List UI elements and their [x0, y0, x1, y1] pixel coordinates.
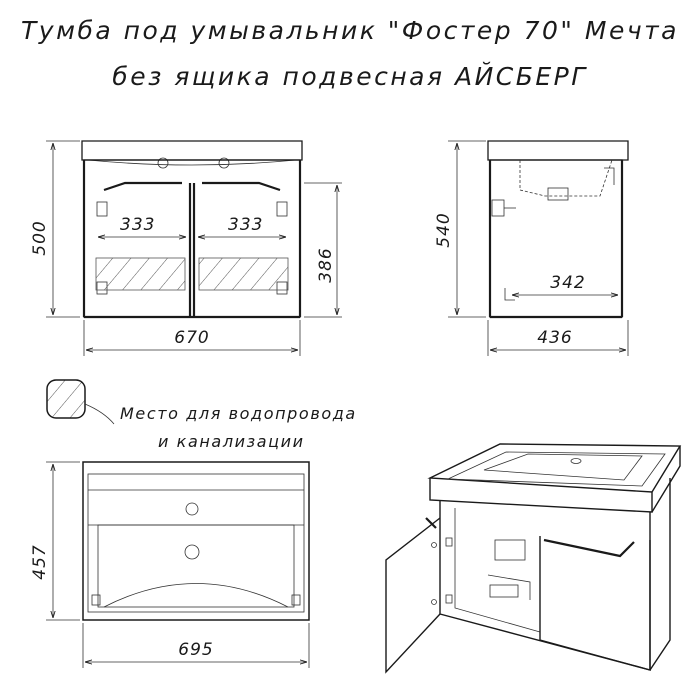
dim-top-depth: 457 [30, 544, 50, 580]
dim-front-width: 670 [174, 328, 210, 348]
dim-right-compartment: 333 [228, 215, 264, 235]
hatch-symbol-icon [47, 380, 85, 418]
dim-left-compartment: 333 [120, 215, 156, 235]
drawing-title-line1: Тумба под умывальник "Фостер 70" Мечта [21, 16, 679, 45]
dim-side-depth: 436 [537, 328, 573, 348]
side-view [434, 141, 628, 356]
dim-inner-depth: 342 [550, 273, 586, 293]
dim-top-width: 695 [178, 640, 214, 660]
drawing-title-line2: без ящика подвесная АЙСБЕРГ [112, 62, 588, 91]
dim-front-height: 500 [30, 220, 50, 256]
legend [47, 380, 357, 451]
dim-inner-height: 386 [316, 247, 336, 283]
front-view [30, 141, 342, 356]
dim-side-height: 540 [434, 212, 454, 248]
legend-line1: Место для водопровода [120, 404, 357, 423]
isometric-view [386, 444, 680, 672]
legend-line2: и канализации [158, 432, 305, 451]
top-view [30, 462, 309, 668]
